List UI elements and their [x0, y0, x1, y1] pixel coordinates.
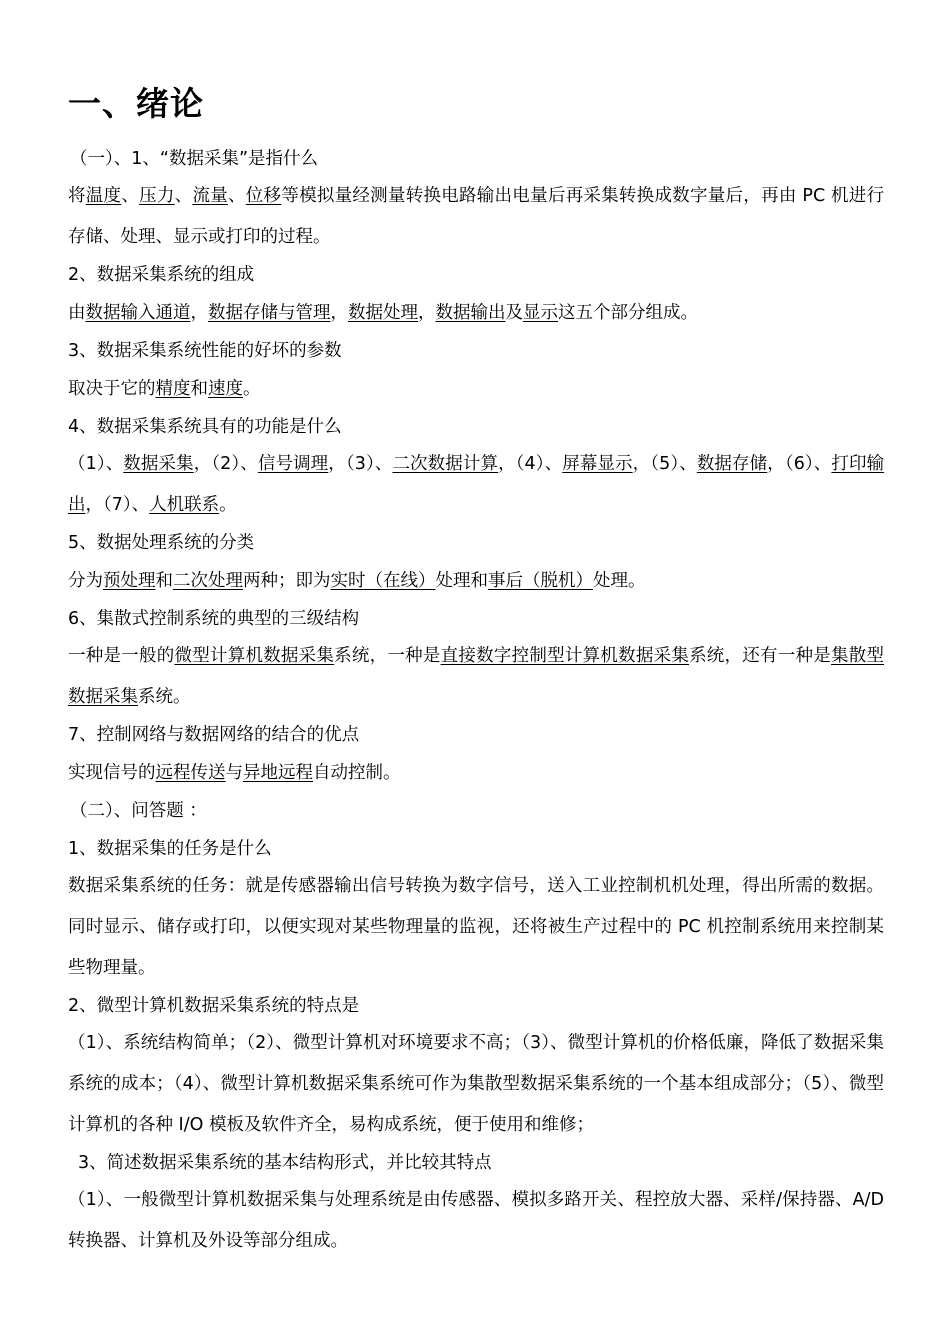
underlined-term: 远程传送	[155, 763, 226, 783]
underlined-term: 数据输入通道	[85, 303, 191, 323]
underlined-term: 信号调理	[257, 454, 329, 474]
answer-paragraph: （1）、一般微型计算机数据采集与处理系统是由传感器、模拟多路开关、程控放大器、采样/保持器、A/D 转换器、计算机及外设等部分组成。	[68, 1190, 884, 1251]
question-heading: （一）、1、“数据采集”是指什么	[70, 149, 319, 169]
underlined-term: 屏幕显示	[562, 454, 633, 474]
underlined-term: 流量	[192, 186, 228, 206]
underlined-term: 二次数据计算	[392, 454, 499, 474]
document-body	[68, 140, 884, 1260]
underlined-term: 事后（脱机）	[488, 571, 593, 591]
underlined-term: 数据采集	[123, 454, 194, 474]
underlined-term: 集散型数据采集	[68, 646, 885, 707]
question-heading: 3、数据采集系统性能的好坏的参数	[68, 341, 342, 361]
answer-paragraph: （1）、系统结构简单；（2）、微型计算机对环境要求不高；（3）、微型计算机的价格低廉，降低了数据采集系统的成本；（4）、微型计算机数据采集系统可作为集散型数据采集系统的一个基本组成部分；（5）、微型计算机的各种 I/O 模板及软件齐全，易构成系统，便于使用和维修；	[68, 1033, 884, 1135]
underlined-term: 速度	[208, 379, 243, 399]
question-heading: 1、数据采集的任务是什么	[68, 839, 272, 859]
question-heading: 2、微型计算机数据采集系统的特点是	[68, 996, 360, 1016]
underlined-term: 压力	[139, 186, 175, 206]
question-heading: 5、数据处理系统的分类	[68, 533, 255, 553]
underlined-term: 人机联系	[149, 495, 220, 515]
underlined-term: 数据存储	[696, 454, 768, 474]
question-heading: 6、集散式控制系统的典型的三级结构	[68, 609, 360, 629]
underlined-term: 直接数字控制型计算机数据采集	[440, 646, 690, 666]
underlined-term: 精度	[155, 379, 191, 399]
answer-paragraph: （1）、数据采集，（2）、信号调理，（3）、二次数据计算，（4）、屏幕显示，（5）、数据存储，（6）、打印输出，（7）、人机联系。	[68, 454, 885, 515]
question-heading: 3、简述数据采集系统的基本结构形式，并比较其特点	[78, 1153, 492, 1173]
underlined-term: 位移	[245, 186, 282, 206]
answer-paragraph: 分为预处理和二次处理两种；即为实时（在线）处理和事后（脱机）处理。	[68, 571, 646, 591]
section-heading: （二）、问答题 ：	[70, 801, 207, 821]
page-title: 一、绪论	[68, 84, 204, 123]
underlined-term: 预处理	[103, 571, 156, 591]
underlined-term: 微型计算机数据采集	[174, 646, 335, 666]
underlined-term: 温度	[85, 186, 122, 206]
question-heading: 4、数据采集系统具有的功能是什么	[68, 417, 342, 437]
answer-paragraph: 由数据输入通道，数据存储与管理，数据处理，数据输出及显示这五个部分组成。	[68, 303, 698, 323]
answer-paragraph: 实现信号的远程传送与异地远程自动控制。	[68, 763, 401, 783]
underlined-term: 打印输出	[68, 454, 885, 515]
answer-paragraph: 取决于它的精度和速度。	[68, 379, 261, 399]
question-heading: 2、数据采集系统的组成	[68, 265, 255, 285]
answer-paragraph: 将温度、压力、流量、位移等模拟量经测量转换电路输出电量后再采集转换成数字量后，再由 PC 机进行存储、处理、显示或打印的过程。	[68, 186, 885, 247]
underlined-term: 异地远程	[243, 763, 313, 783]
underlined-term: 二次处理	[173, 571, 243, 591]
underlined-term: 实时（在线）	[330, 571, 436, 591]
answer-paragraph: 数据采集系统的任务：就是传感器输出信号转换为数字信号，送入工业控制机机处理，得出所需的数据。同时显示、储存或打印，以便实现对某些物理量的监视，还将被生产过程中的 PC 机控制系统用来控制某些物理量。	[68, 876, 884, 978]
underlined-term: 数据存储与管理	[208, 303, 331, 323]
underlined-term: 显示	[523, 303, 558, 323]
question-heading: 7、控制网络与数据网络的结合的优点	[68, 725, 360, 745]
underlined-term: 数据处理	[348, 303, 418, 323]
underlined-term: 数据输出	[435, 303, 506, 323]
answer-paragraph: 一种是一般的微型计算机数据采集系统，一种是直接数字控制型计算机数据采集系统，还有一种是集散型数据采集系统。	[68, 646, 885, 707]
